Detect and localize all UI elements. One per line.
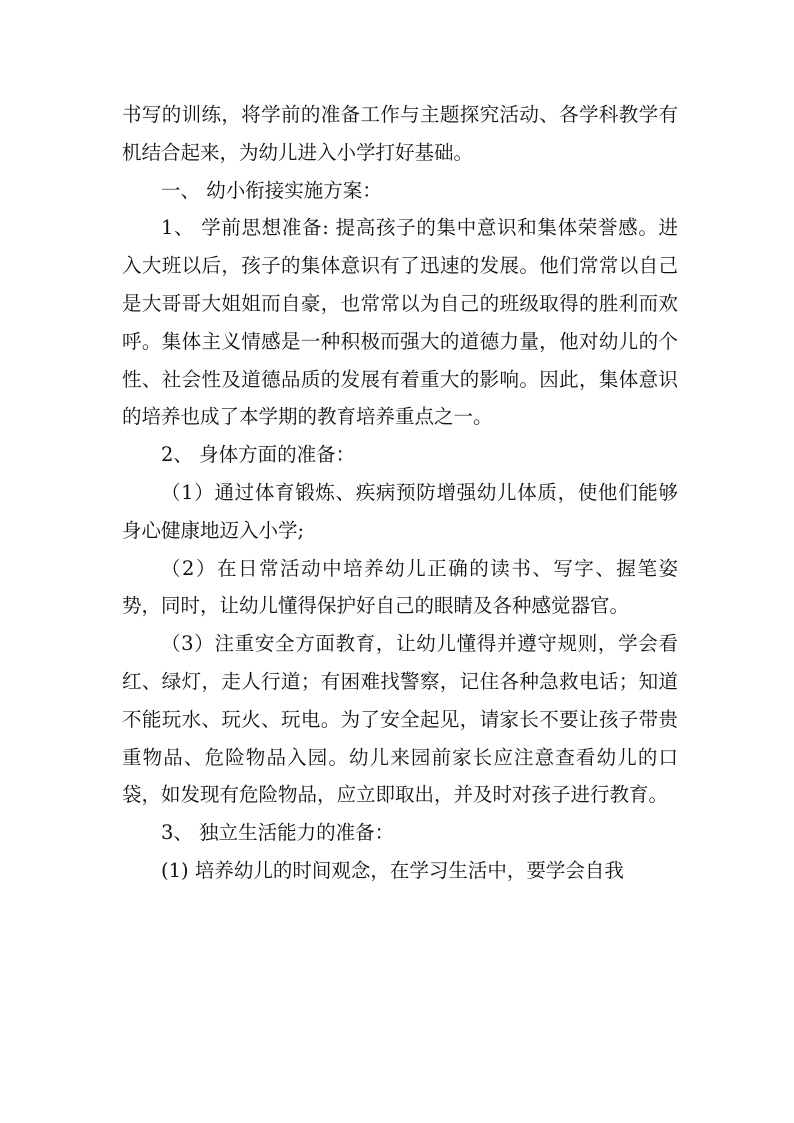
paragraph-ideological-preparation: 1、 学前思想准备: 提高孩子的集中意识和集体荣誉感。进入大班以后，孩子的集体意识有了迅速的发展。他们常常以自己是大哥哥大姐姐而自豪，也常常以为自己的班级取得的胜利而欢呼。集体主义情感是一种积极而强大的道德力量，他对幼儿的个性、社会性及道德品质的发展有着重大的影响。因此，集体意识的培养也成了本学期的教育培养重点之一。: [122, 216, 678, 429]
subheading-physical-preparation: 2、 身体方面的准备：: [161, 443, 356, 467]
list-item-independent-1: (1) 培养幼儿的时间观念，在学习生活中，要学会自我: [161, 858, 624, 882]
list-item-physical-2: （2）在日常活动中培养幼儿正确的读书、写字、握笔姿势，同时，让幼儿懂得保护好自己的眼睛及各种感觉器官。: [122, 556, 678, 618]
document-body: [122, 96, 678, 890]
body-paragraph-continuation: 书写的训练，将学前的准备工作与主题探究活动、各学科教学有机结合起来，为幼儿进入小学打好基础。: [122, 103, 678, 164]
subheading-independent-living: 3、 独立生活能力的准备：: [161, 821, 395, 845]
list-item-physical-3: （3）注重安全方面教育，让幼儿懂得并遵守规则，学会看红、绿灯，走人行道；有困难找警察，记住各种急救电话；知道不能玩水、玩火、玩电。为了安全起见，请家长不要让孩子带贵重物品、危险物品入园。幼儿来园前家长应注意查看幼儿的口袋，如发现有危险物品，应立即取出，并及时对孩子进行教育。: [122, 632, 678, 807]
section-heading-implementation-plan: 一、 幼小衔接实施方案：: [161, 178, 382, 202]
list-item-physical-1: （1）通过体育锻炼、疾病预防增强幼儿体质，使他们能够身心健康地迈入小学;: [122, 480, 678, 542]
